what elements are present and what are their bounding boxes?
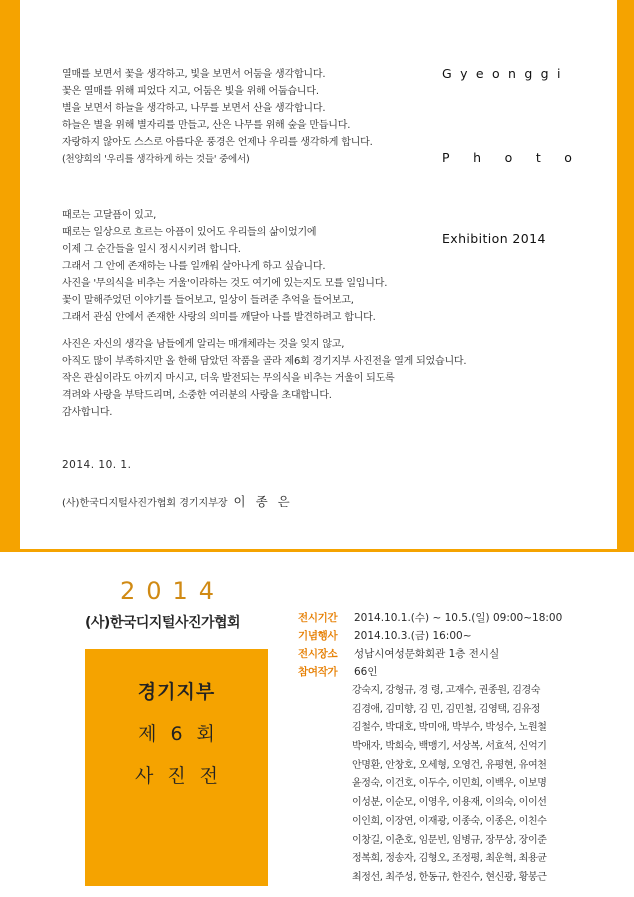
side-title-exhibition: Exhibition 2014 — [442, 231, 546, 246]
artist-line: 최정선, 최주성, 한동규, 한진수, 현신광, 황봉근 — [352, 871, 547, 883]
text-line: 그래서 관심 안에서 존재한 사랑의 의미를 깨달아 나를 발견하려고 합니다. — [62, 312, 376, 323]
artist-line: 김철수, 박대호, 박미애, 박부수, 박성수, 노원철 — [352, 722, 547, 734]
closing-paragraph — [62, 336, 466, 421]
right-accent-bar — [617, 0, 634, 549]
text-line: 이제 그 순간들을 일시 정시시키려 합니다. — [62, 244, 241, 255]
signer-title: (사)한국디지털사진가협회 경기지부장 — [62, 498, 228, 509]
text-line: 격려와 사랑을 부탁드리며, 소중한 여러분의 사랑을 초대합니다. — [62, 390, 332, 401]
exhibition-title-box — [85, 649, 268, 886]
box-title-branch: 경기지부 — [137, 681, 216, 703]
artist-line: 이인희, 이장연, 이재광, 이종숙, 이종은, 이친수 — [352, 815, 547, 827]
info-value: 66인 — [354, 666, 378, 678]
info-value: 2014.10.1.(수) ~ 10.5.(일) 09:00~18:00 — [354, 612, 563, 624]
artist-line: 이성분, 이순모, 이영우, 이용재, 이의숙, 이이선 — [352, 797, 547, 809]
side-title-gyeonggi: Gyeonggi — [442, 66, 569, 81]
info-label: 기념행사 — [298, 630, 338, 642]
side-title-letter: t — [535, 150, 541, 165]
left-accent-bar — [0, 0, 20, 549]
info-label: 전시장소 — [298, 648, 338, 660]
text-line: 자랑하지 않아도 스스로 아름다운 풍경은 언제나 우리를 생각하게 합니다. — [62, 137, 373, 148]
poem-paragraph — [62, 66, 373, 168]
info-artists-count — [298, 663, 378, 681]
text-line: 사진은 자신의 생각을 남들에게 알리는 매개체라는 것을 잊지 않고, — [62, 339, 345, 350]
signature — [62, 492, 293, 510]
info-venue — [298, 645, 499, 663]
side-title-letter: o — [564, 150, 572, 165]
side-title-letter: h — [473, 150, 482, 165]
artist-list — [352, 682, 546, 888]
box-title-edition: 제6회 — [138, 723, 229, 745]
info-label: 전시기간 — [298, 612, 338, 624]
artist-line: 안명환, 안창호, 오세형, 오영건, 유평현, 유여천 — [352, 759, 547, 771]
letter-date: 2014. 10. 1. — [62, 459, 132, 471]
info-value: 2014.10.3.(금) 16:00~ — [354, 630, 472, 642]
text-line: 사진을 '무의식을 비추는 거울'이라하는 것도 여기에 있는지도 모를 일입니다. — [62, 278, 388, 289]
text-line: 별을 보면서 하늘을 생각하고, 나무를 보면서 산을 생각합니다. — [62, 103, 326, 114]
artist-line: 김경애, 김미향, 김 민, 김민철, 김영택, 김유정 — [352, 703, 540, 715]
text-line: 꽃은 열매를 위해 피었다 지고, 어둠은 빛을 위해 어둡습니다. — [62, 86, 319, 97]
artist-line: 박애자, 박희숙, 백맹기, 서상복, 서효석, 신억기 — [352, 741, 547, 753]
text-line: 열매를 보면서 꽃을 생각하고, 빛을 보면서 어둠을 생각합니다. — [62, 69, 326, 80]
artist-line: 강숙지, 강형규, 경 령, 고재수, 권종원, 김경숙 — [352, 685, 540, 696]
signer-name: 이 종 은 — [233, 494, 293, 509]
info-period — [298, 609, 562, 627]
text-line: 때로는 일상으로 흐르는 아픔이 있어도 우리들의 삶이었기에 — [62, 227, 317, 238]
text-line: 아직도 많이 부족하지만 올 한해 담았던 작품을 골라 제6회 경기지부 사진전을 열게 되었습니다. — [62, 356, 467, 367]
text-line: 하늘은 별을 위해 별자리를 만들고, 산은 나무를 위해 숲을 만듭니다. — [62, 120, 351, 131]
intro-paragraph — [62, 207, 387, 326]
side-title-photo — [442, 150, 572, 165]
poem-source: (천양희의 '우리를 생각하게 하는 것들' 중에서) — [62, 154, 250, 165]
association-name: (사)한국디지털사진가협회 — [85, 615, 241, 631]
poster-year: 2014 — [120, 577, 226, 605]
artist-line: 정복희, 정송자, 김형오, 조정평, 최운혁, 최용균 — [352, 853, 547, 865]
info-value: 성남시여성문화회관 1층 전시실 — [354, 648, 500, 660]
text-line: 그래서 그 안에 존재하는 나를 일깨워 살아나게 하고 싶습니다. — [62, 261, 326, 272]
text-line: 때로는 고달픔이 있고, — [62, 210, 157, 221]
text-line: 작은 관심이라도 아끼지 마시고, 더욱 발전되는 무의식을 비추는 거울이 되도록 — [62, 373, 395, 384]
section-divider — [0, 549, 634, 552]
side-title-letter: P — [442, 150, 450, 165]
text-line: 꽃이 말해주었던 이야기를 들어보고, 일상이 들려준 추억을 들어보고, — [62, 295, 354, 306]
side-title-letter: o — [504, 150, 513, 165]
info-event — [298, 627, 472, 645]
box-title-exhibition: 사진전 — [134, 765, 233, 787]
text-line: 감사합니다. — [62, 407, 113, 418]
info-label: 참여작가 — [298, 666, 338, 678]
artist-line: 윤정숙, 이건호, 이두수, 이민희, 이백우, 이보명 — [352, 778, 547, 790]
artist-line: 이창길, 이춘호, 임문빈, 임병규, 장무상, 장이준 — [352, 834, 547, 846]
